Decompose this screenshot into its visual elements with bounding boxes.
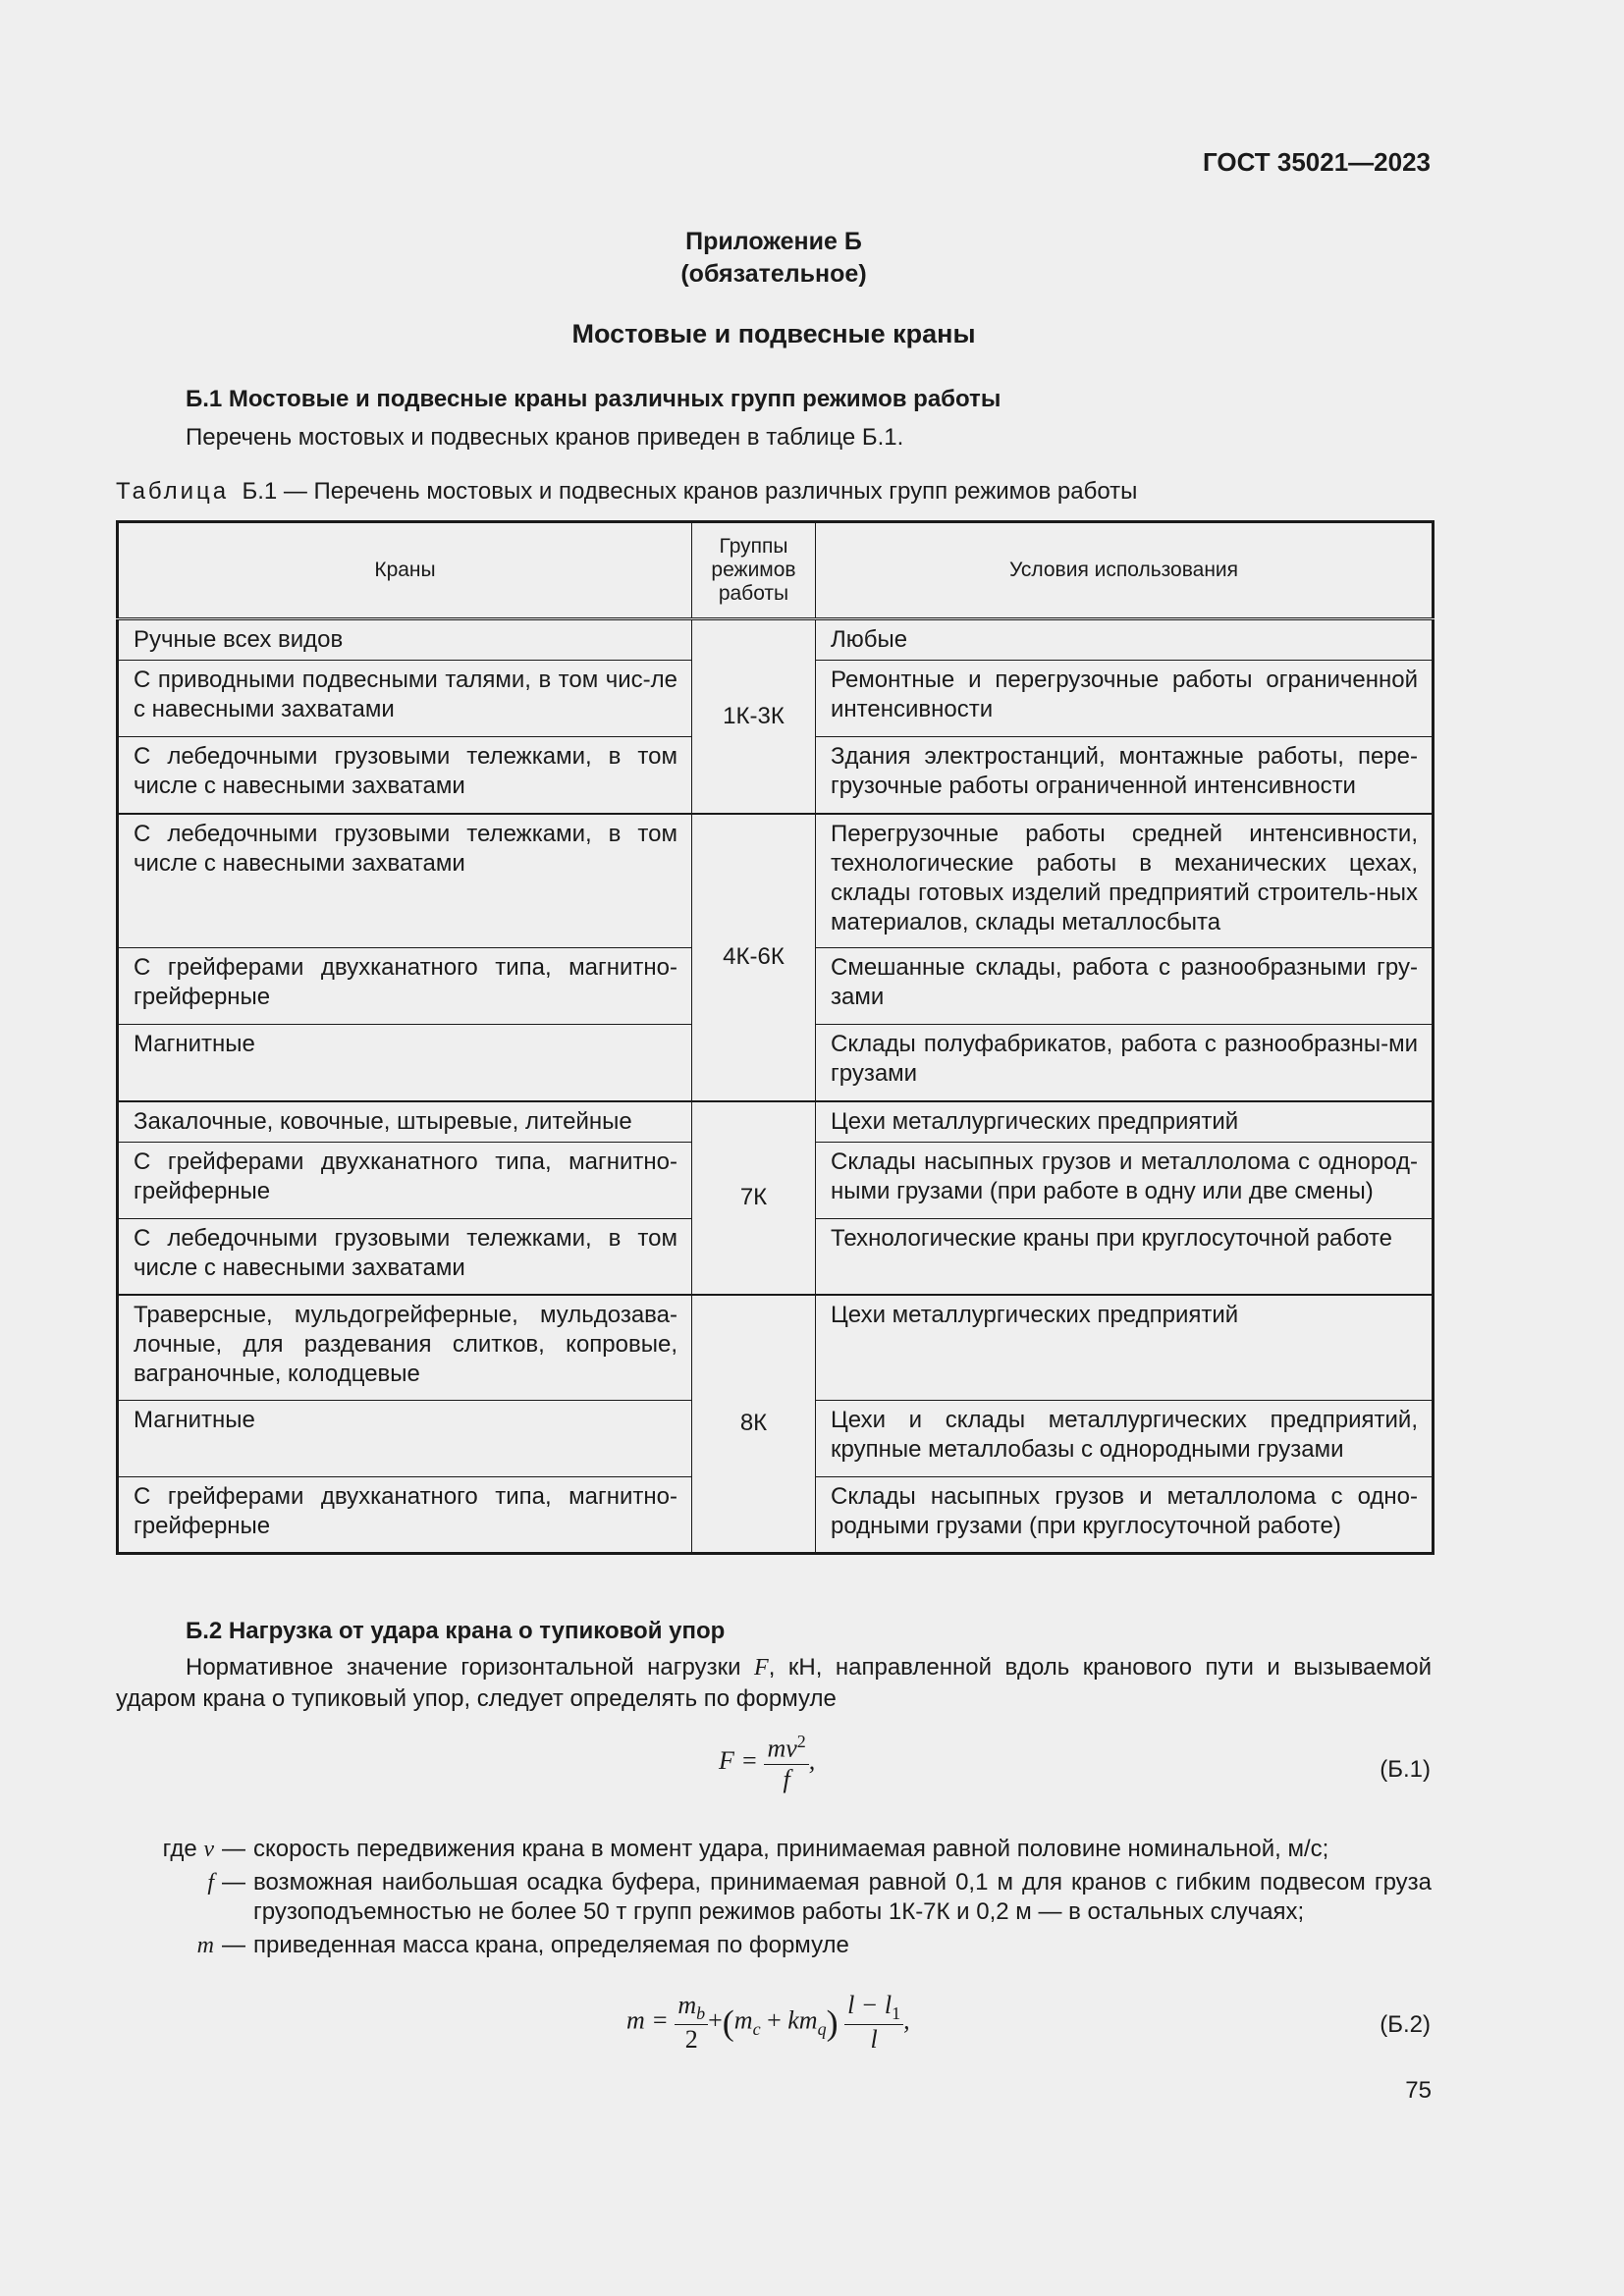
formula-b2-kmq: km xyxy=(787,2005,818,2035)
crane-table xyxy=(116,520,1435,1555)
annex-title: Приложение Б xyxy=(685,228,862,255)
definition-symbol xyxy=(116,1931,214,1960)
definition-symbol-letter: v xyxy=(203,1837,214,1862)
formula-b2-f2-num-text: l − l xyxy=(847,1991,893,2019)
formula-b2-f2-denominator: l xyxy=(870,2025,878,2055)
formula-b1 xyxy=(719,1732,815,1794)
col-header-groups: Группы режимов работы xyxy=(692,522,816,619)
duty-group-cell: 7К xyxy=(692,1101,816,1296)
usage-conditions-cell: Технологические краны при круглосуточной работе xyxy=(816,1218,1434,1295)
table-row xyxy=(118,1295,1434,1400)
definitions-list xyxy=(116,1835,1432,1964)
duty-group-cell: 8К xyxy=(692,1295,816,1553)
table-caption-text: Б.1 — Перечень мостовых и подвесных кранов различных групп режимов работы xyxy=(242,478,1138,505)
formula-b1-exponent: 2 xyxy=(796,1732,806,1751)
table-header-row xyxy=(118,522,1434,619)
formula-b2-paren-open: ( xyxy=(722,2002,734,2043)
formula-b2-f1-numerator xyxy=(675,1991,708,2025)
formula-b2-number: (Б.2) xyxy=(1380,2011,1431,2038)
page-title: Мостовые и подвесные краны xyxy=(571,319,976,348)
formula-b1-numerator xyxy=(764,1732,808,1765)
crane-type-cell: С грейферами двухканатного типа, магнитно-грейферные xyxy=(118,948,692,1025)
section-b2-text xyxy=(116,1652,1432,1715)
formula-b2-plus2: + xyxy=(760,2005,788,2035)
definition-item xyxy=(116,1868,1432,1927)
formula-b2-plus: + xyxy=(708,2005,723,2035)
crane-type-cell: С приводными подвесными талями, в том чис-ле с навесными захватами xyxy=(118,661,692,737)
col-header-conditions: Условия использования xyxy=(816,522,1434,619)
definition-dash: — xyxy=(222,1869,245,1896)
table-caption xyxy=(116,478,1137,506)
formula-b2-lhs: m = xyxy=(626,2005,669,2035)
formula-b2-f1-sub: b xyxy=(696,2003,706,2024)
col-header-cranes: Краны xyxy=(118,522,692,619)
table-body xyxy=(118,619,1434,1554)
definition-item xyxy=(116,1931,1432,1960)
formula-b2 xyxy=(626,1991,910,2055)
standard-designation: ГОСТ 35021—2023 xyxy=(1203,147,1431,177)
crane-type-cell: Траверсные, мульдогрейферные, мульдозава-лочные, для раздевания слитков, копровые, ваграночные, колодцевые xyxy=(118,1295,692,1400)
duty-group-cell: 4К-6К xyxy=(692,814,816,1101)
usage-conditions-cell: Склады насыпных грузов и металлолома с одно-родными грузами (при круглосуточной работе) xyxy=(816,1476,1434,1553)
usage-conditions-cell: Цехи металлургических предприятий xyxy=(816,1295,1434,1400)
definition-symbol xyxy=(116,1835,214,1864)
usage-conditions-cell: Ремонтные и перегрузочные работы ограниченной интенсивности xyxy=(816,661,1434,737)
section-b2-text-b: , кН, направленной вдоль кранового пути и вызываемой ударом крана о тупиковый упор, следует определять по формуле xyxy=(116,1654,1432,1712)
crane-type-cell: С лебедочными грузовыми тележками, в том числе с навесными захватами xyxy=(118,1218,692,1295)
table-row xyxy=(118,619,1434,661)
annex-status: (обязательное) xyxy=(680,260,867,288)
formula-b2-tail: , xyxy=(903,2005,910,2035)
annex-heading xyxy=(116,226,1432,291)
definition-symbol xyxy=(116,1868,214,1927)
formula-b1-number: (Б.1) xyxy=(1380,1756,1431,1783)
crane-type-cell: С лебедочными грузовыми тележками, в том числе с навесными захватами xyxy=(118,814,692,948)
symbol-F: F xyxy=(754,1655,769,1681)
crane-type-cell: С грейферами двухканатного типа, магнитно-грейферные xyxy=(118,1142,692,1218)
definition-text: скорость передвижения крана в момент удара, принимаемая равной половине номинальной, м/с; xyxy=(253,1836,1329,1862)
usage-conditions-cell: Смешанные склады, работа с разнообразными гру-зами xyxy=(816,948,1434,1025)
crane-type-cell: Ручные всех видов xyxy=(118,619,692,661)
section-b1-heading: Б.1 Мостовые и подвесные краны различных групп режимов работы xyxy=(186,386,1001,412)
usage-conditions-cell: Склады полуфабрикатов, работа с разнообразны-ми грузами xyxy=(816,1025,1434,1101)
definition-text: приведенная масса крана, определяемая по формуле xyxy=(253,1932,849,1958)
definition-symbol-letter: f xyxy=(207,1870,214,1896)
formula-b2-f2-numerator xyxy=(844,1991,903,2025)
formula-b1-num-text: mv xyxy=(767,1734,797,1763)
table-row xyxy=(118,1101,1434,1143)
definition-symbol-letter: m xyxy=(196,1933,214,1958)
table-caption-label: Таблица xyxy=(116,478,230,505)
formula-b1-lhs: F = xyxy=(719,1745,758,1775)
definition-text: возможная наибольшая осадка буфера, принимаемая равной 0,1 м для кранов с гибким подвесом груза грузоподъемностью не более 50 т групп режимов работы 1К-7К и 0,2 м — в остальных случаях; xyxy=(253,1869,1432,1925)
crane-type-cell: С грейферами двухканатного типа, магнитно-грейферные xyxy=(118,1476,692,1553)
formula-b1-tail: , xyxy=(808,1745,816,1775)
formula-b2-paren-close: ) xyxy=(826,2002,839,2043)
definition-item xyxy=(116,1835,1432,1864)
table-row xyxy=(118,814,1434,948)
formula-b2-mc-sub: c xyxy=(752,2018,761,2039)
definition-dash: — xyxy=(222,1932,245,1958)
crane-type-cell: Магнитные xyxy=(118,1025,692,1101)
page-number: 75 xyxy=(1405,2077,1432,2104)
definition-prefix: где xyxy=(162,1836,204,1862)
formula-b2-mc: m xyxy=(733,2005,753,2035)
duty-group-cell: 1К-3К xyxy=(692,619,816,814)
usage-conditions-cell: Любые xyxy=(816,619,1434,661)
crane-type-cell: С лебедочными грузовыми тележками, в том числе с навесными захватами xyxy=(118,737,692,814)
crane-type-cell: Закалочные, ковочные, штыревые, литейные xyxy=(118,1101,692,1143)
formula-b1-fraction xyxy=(764,1732,808,1794)
formula-b1-denominator: f xyxy=(783,1764,790,1793)
formula-b2-f1-denominator: 2 xyxy=(684,2025,698,2055)
formula-b2-fraction-2 xyxy=(844,1991,903,2055)
definition-dash: — xyxy=(222,1836,245,1862)
section-b1-text: Перечень мостовых и подвесных кранов приведен в таблице Б.1. xyxy=(186,424,904,451)
formula-b2-f2-sub: 1 xyxy=(892,2003,901,2024)
formula-b2-fraction-1 xyxy=(675,1991,708,2055)
formula-b2-f1-num-text: m xyxy=(677,1991,697,2019)
section-b2-heading: Б.2 Нагрузка от удара крана о тупиковой упор xyxy=(186,1618,726,1644)
usage-conditions-cell: Цехи металлургических предприятий xyxy=(816,1101,1434,1143)
usage-conditions-cell: Цехи и склады металлургических предприятий, крупные металлобазы с однородными грузами xyxy=(816,1400,1434,1476)
usage-conditions-cell: Здания электростанций, монтажные работы, пере-грузочные работы ограниченной интенсивности xyxy=(816,737,1434,814)
formula-b2-kmq-sub: q xyxy=(817,2018,827,2039)
section-b2-text-a: Нормативное значение горизонтальной нагрузки xyxy=(186,1654,755,1681)
usage-conditions-cell: Перегрузочные работы средней интенсивности, технологические работы в механических цехах, склады готовых изделий предприятий строитель-ных материалов, склады металлосбыта xyxy=(816,814,1434,948)
crane-type-cell: Магнитные xyxy=(118,1400,692,1476)
usage-conditions-cell: Склады насыпных грузов и металлолома с однород-ными грузами (при работе в одну или две смены) xyxy=(816,1142,1434,1218)
